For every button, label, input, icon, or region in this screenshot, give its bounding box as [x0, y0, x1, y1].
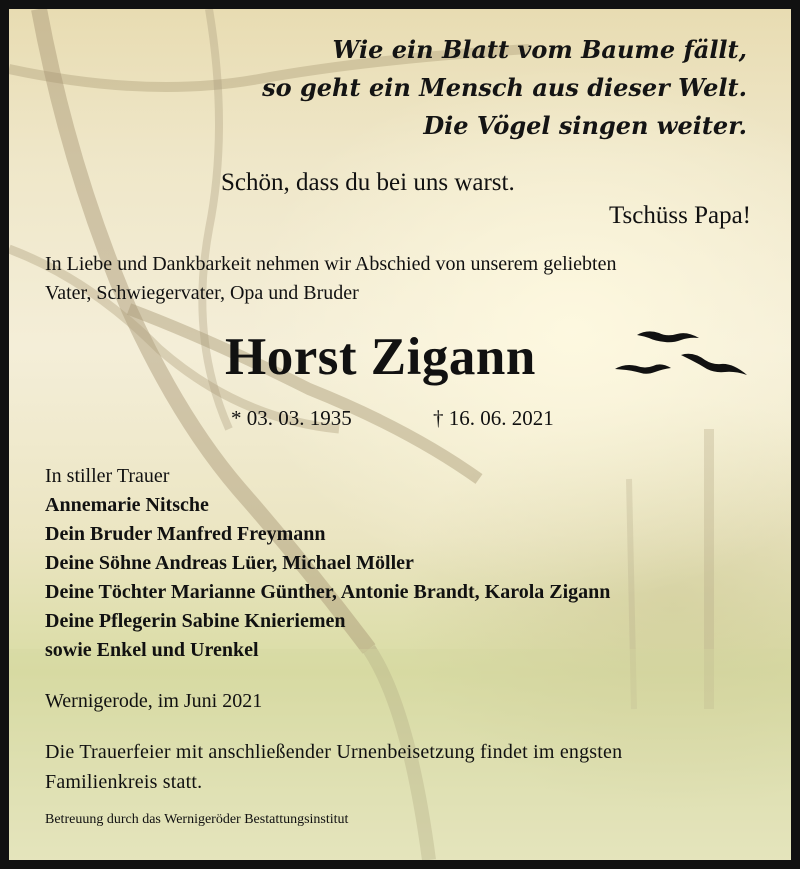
death-date: † 16. 06. 2021 — [433, 406, 554, 430]
mourners-intro: In stiller Trauer — [45, 465, 170, 487]
ceremony-line: Familienkreis statt. — [45, 771, 203, 793]
funeral-home-credit: Betreuung durch das Wernigeröder Bestattungsinstitut — [45, 812, 349, 827]
farewell-line: Schön, dass du bei uns warst. — [221, 169, 515, 196]
poem-line: Die Vögel singen weiter. — [423, 111, 747, 140]
birth-date: * 03. 03. 1935 — [231, 406, 352, 430]
farewell-signoff: Tschüss Papa! — [609, 202, 751, 229]
intro-line: In Liebe und Dankbarkeit nehmen wir Abschied von unserem geliebten — [45, 253, 617, 275]
mourner-line: Annemarie Nitsche — [45, 494, 209, 516]
birds-icon — [615, 327, 755, 387]
poem — [187, 31, 747, 145]
notice-content — [9, 9, 791, 860]
mourner-line: Dein Bruder Manfred Freymann — [45, 523, 326, 545]
poem-line: Wie ein Blatt vom Baume fällt, — [332, 35, 747, 64]
intro-text — [45, 250, 757, 308]
place-date: Wernigerode, im Juni 2021 — [45, 690, 263, 712]
poem-line: so geht ein Mensch aus dieser Welt. — [262, 73, 747, 102]
mourner-line: Deine Söhne Andreas Lüer, Michael Möller — [45, 552, 414, 574]
ceremony-line: Die Trauerfeier mit anschließender Urnenbeisetzung findet im engsten — [45, 741, 623, 763]
mourner-line: Deine Töchter Marianne Günther, Antonie Brandt, Karola Zigann — [45, 581, 611, 603]
mourner-line: sowie Enkel und Urenkel — [45, 639, 259, 661]
ceremony-note — [45, 737, 759, 797]
deceased-name: Horst Zigann — [225, 328, 536, 386]
intro-line: Vater, Schwiegervater, Opa und Bruder — [45, 282, 359, 304]
mourners — [45, 462, 610, 665]
mourner-line: Deine Pflegerin Sabine Knieriemen — [45, 610, 346, 632]
